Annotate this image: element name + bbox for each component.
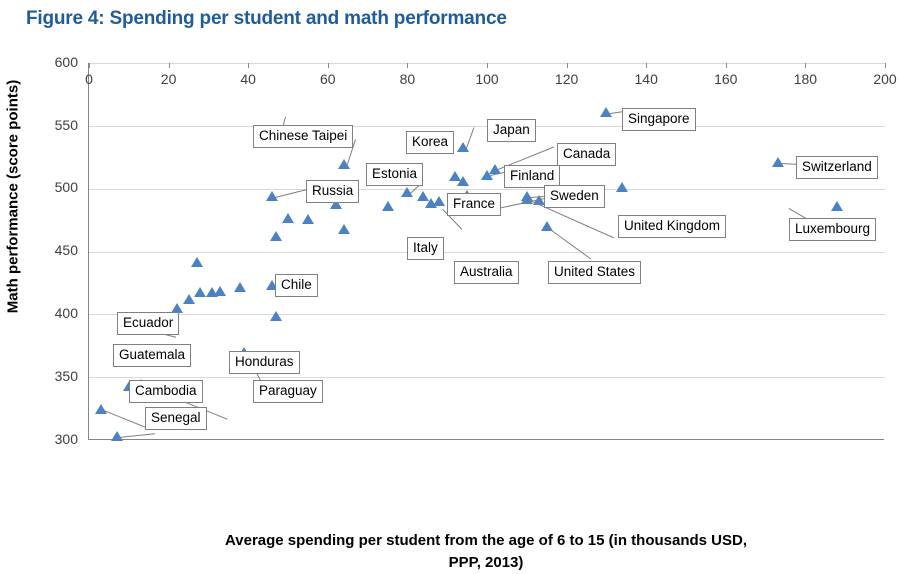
x-tick-40: 40	[240, 71, 256, 87]
plot-area	[85, 63, 897, 440]
leader-russia	[275, 188, 310, 198]
x-tickmark-20	[169, 63, 170, 68]
callout-australia: Australia	[454, 261, 519, 284]
leader-senegal	[119, 433, 155, 438]
callout-korea: Korea	[406, 131, 454, 154]
leader-japan	[466, 127, 474, 148]
data-point	[338, 224, 350, 234]
y-tick-400: 400	[54, 305, 78, 321]
figure-title: Figure 4: Spending per student and math performance	[26, 8, 507, 29]
callout-canada: Canada	[557, 143, 616, 166]
x-tick-60: 60	[320, 71, 336, 87]
x-tick-180: 180	[793, 71, 818, 87]
data-point-luxembourg	[831, 201, 843, 211]
x-tick-200: 200	[873, 71, 897, 87]
x-axis-title	[88, 530, 884, 574]
callout-chile: Chile	[275, 274, 318, 297]
x-tickmark-140	[646, 63, 647, 68]
callout-singapore: Singapore	[622, 108, 696, 131]
callout-finland: Finland	[504, 165, 560, 188]
y-tick-500: 500	[54, 179, 78, 195]
x-tick-0: 0	[85, 71, 93, 87]
callout-france: France	[447, 193, 501, 216]
x-tickmark-120	[567, 63, 568, 68]
x-tickmark-100	[487, 63, 488, 68]
callout-paraguay: Paraguay	[253, 380, 323, 403]
x-axis-title-line-2: PPP, 2013)	[448, 553, 524, 571]
data-point	[616, 182, 628, 192]
callout-honduras: Honduras	[229, 351, 300, 374]
data-point	[282, 213, 294, 223]
x-tickmark-0	[89, 63, 90, 68]
x-tickmark-200	[885, 63, 886, 68]
data-point	[457, 176, 469, 186]
x-tickmark-40	[248, 63, 249, 68]
gridline-500	[89, 189, 885, 190]
x-tickmark-180	[805, 63, 806, 68]
leader-united-states	[548, 228, 591, 259]
callout-italy: Italy	[407, 237, 444, 260]
callout-cambodia: Cambodia	[129, 380, 203, 403]
callout-luxembourg: Luxembourg	[789, 218, 876, 241]
data-point	[270, 231, 282, 241]
data-point	[270, 311, 282, 321]
data-point	[214, 286, 226, 296]
data-point	[382, 201, 394, 211]
callout-japan: Japan	[487, 119, 536, 142]
callout-russia: Russia	[306, 180, 359, 203]
data-point	[183, 294, 195, 304]
x-tickmark-160	[726, 63, 727, 68]
y-tick-550: 550	[54, 117, 78, 133]
y-tick-600: 600	[54, 54, 78, 70]
x-tick-140: 140	[634, 71, 658, 87]
callout-switzerland: Switzerland	[796, 156, 878, 179]
data-point	[433, 196, 445, 206]
y-tick-300: 300	[54, 431, 78, 447]
callout-chinese-taipei: Chinese Taipei	[253, 125, 353, 148]
callout-ecuador: Ecuador	[117, 312, 179, 335]
data-point-cambodia	[95, 404, 107, 414]
x-tickmark-80	[407, 63, 408, 68]
callout-estonia: Estonia	[366, 163, 423, 186]
data-point	[234, 282, 246, 292]
x-tick-120: 120	[554, 71, 579, 87]
callout-senegal: Senegal	[145, 407, 207, 430]
gridline-400	[89, 314, 885, 315]
callout-sweden: Sweden	[544, 185, 605, 208]
gridline-350	[89, 377, 885, 378]
y-tick-350: 350	[54, 368, 78, 384]
data-point	[194, 287, 206, 297]
callout-united-kingdom: United Kingdom	[618, 215, 726, 238]
x-tickmark-60	[328, 63, 329, 68]
callout-united-states: United States	[548, 261, 641, 284]
scatter-chart	[0, 38, 902, 571]
y-tick-450: 450	[54, 242, 78, 258]
x-axis-title-line-1: Average spending per student from the age of 6 to 15 (in thousands USD,	[224, 532, 747, 549]
y-axis-title: Math performance (score points)	[4, 79, 22, 314]
data-point	[302, 214, 314, 224]
leader-cambodia	[104, 410, 149, 429]
x-tick-20: 20	[160, 71, 177, 87]
x-tick-160: 160	[714, 71, 738, 87]
callout-guatemala: Guatemala	[113, 344, 191, 367]
gridline-450	[89, 252, 885, 253]
x-tick-100: 100	[475, 71, 499, 87]
x-tick-80: 80	[399, 71, 416, 87]
data-point	[191, 257, 203, 267]
